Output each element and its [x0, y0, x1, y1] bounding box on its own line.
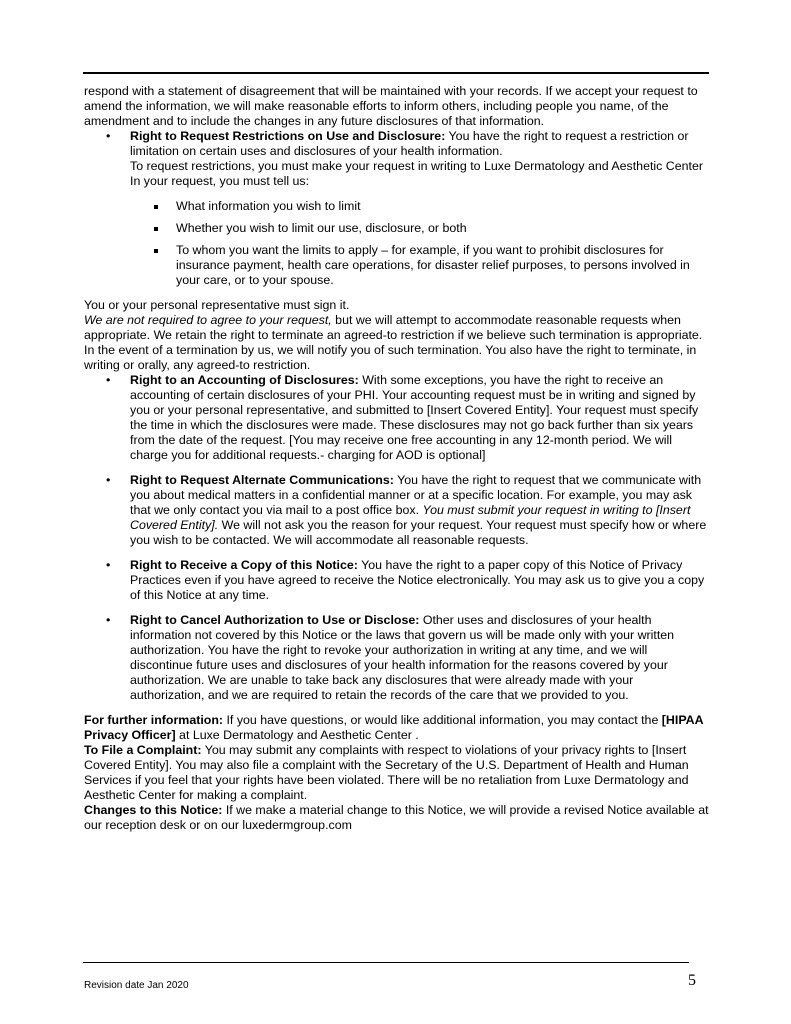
- restrictions-sign-paragraph: You or your personal representative must sign it.: [84, 298, 350, 312]
- sublist-item-text: To whom you want the limits to apply – for example, if you want to prohibit disclosures for insurance payment, health care operations, for disaster relief purposes, to persons involved in your care, or to your spouse.: [176, 243, 690, 287]
- further-info-paragraph: [84, 713, 710, 743]
- copy-paragraph: [130, 558, 710, 603]
- bullet-marker: •: [106, 373, 111, 387]
- restrictions-request-paragraph: To request restrictions, you must make your request in writing to Luxe Dermatology and Aesthetic Center In your request, you must tell us:: [130, 159, 703, 188]
- alternate-text-1: You have the right to request that we communicate with you about medical matters in a confidential manner or at a specific location. For example, you may ask that we only contact you via mail to a post office box.: [130, 473, 702, 517]
- changes-heading: Changes to this Notice:: [84, 803, 223, 817]
- complaint-text: You may submit any complaints with respect to violations of your privacy rights to [Insert Covered Entity]. You may also file a complaint with the Secretary of the U.S. Department of Health and Human Services if you feel that your rights have been violated. There will be no retaliation from Luxe Dermatology and Aesthetic Center for making a complaint.: [84, 743, 689, 802]
- changes-paragraph: [84, 803, 710, 833]
- top-rule: [83, 72, 709, 74]
- privacy-officer: [HIPAA Privacy Officer]: [84, 713, 704, 742]
- square-bullet-icon: [154, 249, 158, 253]
- revision-date: Revision date Jan 2020: [84, 980, 189, 991]
- restrictions-paragraph: [130, 129, 710, 159]
- bullet-marker: •: [106, 129, 111, 143]
- further-info-text-2: at Luxe Dermatology and Aesthetic Center .: [175, 728, 419, 742]
- bullet-restrictions: [84, 129, 710, 189]
- restrictions-sublist: [130, 199, 710, 288]
- sublist-item-text: Whether you wish to limit our use, disclosure, or both: [176, 221, 467, 235]
- square-bullet-icon: [154, 227, 158, 231]
- bullet-marker: •: [106, 473, 111, 487]
- sublist-item-text: What information you wish to limit: [176, 199, 361, 213]
- square-bullet-icon: [154, 205, 158, 209]
- not-required-text: but we will attempt to accommodate reasonable requests when appropriate. We retain the right to terminate an agreed-to restriction if we believe such termination is appropriate. In the event of a termination by us, we will notify you of such termination. You also have the right to terminate, in writing or orally, any agreed-to restriction.: [84, 313, 703, 372]
- sublist-item: [130, 221, 710, 236]
- accounting-text: With some exceptions, you have the right to receive an accounting of certain disclosures of your PHI. Your accounting request must be in writing and signed by you or your personal representative, and submitted to [Insert Covered Entity]. Your request must specify the time in which the disclosures were made. These disclosures may not go back further than six years from the date of the request. [You may receive one free accounting in any 12-month period. We will charge you for additional requests.- charging for AOD is optional]: [130, 373, 699, 462]
- sublist-item: [130, 243, 710, 288]
- complaint-paragraph: [84, 743, 710, 803]
- bullet-accounting: [84, 373, 710, 463]
- copy-text: You have the right to a paper copy of this Notice of Privacy Practices even if you have agreed to receive the Notice electronically. You may ask us to give you a copy of this Notice at any time.: [130, 558, 705, 602]
- bullet-cancel: [84, 613, 710, 703]
- footer-rule: [83, 962, 689, 963]
- cancel-text: Other uses and disclosures of your health information not covered by this Notice or the laws that govern us will be made only with your written authorization. You have the right to revoke your authorization in writing at any time, and we will discontinue future uses and disclosures of your health information for the reasons covered by your authorization. We are unable to take back any disclosures that were already made with your authorization, and we are required to retain the records of the care that we provided to you.: [130, 613, 675, 702]
- continuation-paragraph: respond with a statement of disagreement that will be maintained with your records. If we accept your request to amend the information, we will make reasonable efforts to inform others, including people you name, of the amendment and to include the changes in any future disclosures of that information.: [84, 84, 698, 128]
- bullet-alternate: [84, 473, 710, 548]
- sublist-item: [130, 199, 710, 214]
- bullet-copy: [84, 558, 710, 603]
- alternate-heading: Right to Request Alternate Communications:: [130, 473, 394, 487]
- copy-heading: Right to Receive a Copy of this Notice:: [130, 558, 358, 572]
- not-required-italic: We are not required to agree to your request,: [84, 313, 332, 327]
- cancel-paragraph: [130, 613, 710, 703]
- alternate-text-2: We will not ask you the reason for your request. Your request must specify how or where you wish to be contacted. We will accommodate all reasonable requests.: [130, 518, 707, 547]
- changes-text: If we make a material change to this Notice, we will provide a revised Notice available at our reception desk or on our luxedermgroup.com: [84, 803, 709, 832]
- restrictions-heading: Right to Request Restrictions on Use and Disclosure:: [130, 129, 446, 143]
- accounting-paragraph: [130, 373, 710, 463]
- alternate-paragraph: [130, 473, 710, 548]
- alternate-italic: You must submit your request in writing to [Insert Covered Entity].: [130, 503, 691, 532]
- accounting-heading: Right to an Accounting of Disclosures:: [130, 373, 359, 387]
- page-number: 5: [688, 972, 696, 989]
- restrictions-text: You have the right to request a restriction or limitation on certain uses and disclosures of your health information.: [130, 129, 689, 158]
- bullet-marker: •: [106, 613, 111, 627]
- complaint-heading: To File a Complaint:: [84, 743, 202, 757]
- document-body: [84, 84, 710, 833]
- restrictions-not-required-paragraph: [84, 313, 710, 373]
- bullet-marker: •: [106, 558, 111, 572]
- further-info-heading: For further information:: [84, 713, 224, 727]
- cancel-heading: Right to Cancel Authorization to Use or Disclose:: [130, 613, 420, 627]
- further-info-text-1: If you have questions, or would like additional information, you may contact the: [223, 713, 662, 727]
